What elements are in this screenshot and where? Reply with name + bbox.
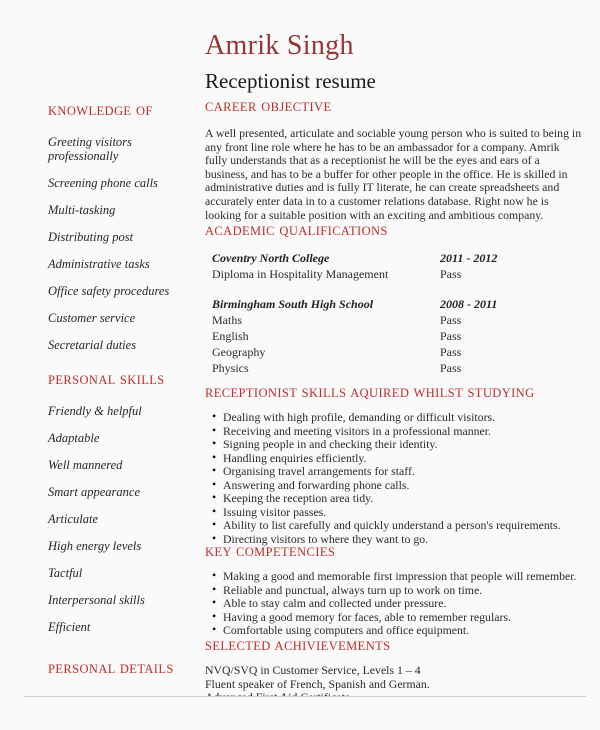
sidebar-item: Well mannered [48,458,123,472]
bullet-icon: • [212,595,217,609]
sidebar-item: Tactful [48,566,83,580]
achievement-line: NVQ/SVQ in Customer Service, Levels 1 – 4 [205,663,421,677]
subject: Maths [212,313,242,327]
page-subtitle: Receptionist resume [205,69,376,93]
sidebar-heading-knowledge-of: KNOWLEDGE OF [48,104,153,118]
subject: Diploma in Hospitality Management [212,267,389,281]
sidebar-item: Friendly & helpful [48,404,142,418]
section-academic-qualifications [205,224,587,376]
bullet-icon: • [212,581,217,596]
achievement-line: Fluent speaker of French, Spanish and German. [205,676,430,691]
bullet-item [205,581,587,598]
subject: Geography [212,345,266,359]
qualification-entry [212,250,587,282]
qualification-entry [212,296,587,376]
bullet-icon: • [212,530,217,545]
bullet-text: Organising travel arrangements for staff. [223,464,415,478]
bullet-text: Having a good memory for faces, able to remember regulars. [223,609,511,624]
bullet-item [205,422,587,439]
bullet-text: Reliable and punctual, always turn up to work on time. [223,582,483,597]
bullet-text: Directing visitors to where they want to go. [223,531,429,546]
qualification-entry-header [212,250,587,266]
section-receptionist-skills [205,386,587,546]
sidebar-section-personal-details [48,662,188,676]
sidebar-item: Adaptable [48,431,100,445]
sidebar-item: Secretarial duties [48,338,137,352]
receptionist-skills-heading: RECEPTIONIST SKILLS AQUIRED WHILST STUDYING [205,386,535,400]
selected-achievements-heading: SELECTED ACHIVIEVEMENTS [205,639,391,653]
bullet-item [205,608,587,625]
bullet-text: Issuing visitor passes. [223,504,327,519]
sidebar [48,104,188,693]
bullet-text: Ability to list carefully and quickly understand a person's requirements. [223,518,561,532]
bullet-icon: • [212,422,217,437]
sidebar-item: Screening phone calls [48,176,158,190]
academic-qualifications-heading: ACADEMIC QUALIFICATIONS [205,224,388,238]
career-objective-text: A well presented, articulate and sociable young person who is suited to being in any front line role where he has to be an ambassador for a company. Amrik fully understands that as a receptionist he will be the eyes and ears of a business, and has to be a buffer for other people in the office. He is skilled in administrative duties and is fully IT literate, he can create spreadsheets and accurately enter data in to a customer relations database. Right now he is looking for a suitable position with an exciting and ambitious company. [205,126,582,222]
sidebar-item: Multi-tasking [48,203,116,217]
sidebar-item: Interpersonal skills [48,593,145,607]
sidebar-item: High energy levels [48,539,142,553]
bullet-icon: • [212,568,217,582]
bullet-icon: • [212,490,217,504]
section-key-competencies [205,545,587,638]
bullet-icon: • [212,608,217,623]
sidebar-item: Distributing post [48,230,134,244]
result: Pass [440,361,462,375]
qualification-row [212,266,587,282]
sidebar-item: Greeting visitors professionally [48,135,132,163]
subject: Physics [212,361,249,375]
bullet-text: Dealing with high profile, demanding or difficult visitors. [223,410,496,424]
institution-dates: 2011 - 2012 [440,251,498,265]
bullet-text: Answering and forwarding phone calls. [223,477,410,492]
bullet-item [205,476,587,493]
bullet-item [205,530,587,547]
resume-header [205,30,376,94]
bullet-text: Able to stay calm and collected under pressure. [223,596,447,610]
qualification-row [212,312,587,328]
bullet-icon: • [212,476,217,491]
knowledge-list [48,135,188,352]
institution-dates: 2008 - 2011 [440,297,498,311]
institution-name: Birmingham South High School [212,297,374,311]
bullet-icon: • [212,517,217,531]
bullet-item [205,597,587,611]
key-competencies-list [205,570,587,638]
bullet-text: Handling enquiries efficiently. [223,450,367,465]
subject: English [212,329,249,343]
sidebar-item: Smart appearance [48,485,140,499]
bullet-text: Receiving and meeting visitors in a professional manner. [223,423,491,438]
bullet-icon: • [212,503,217,518]
bullet-item [205,411,587,425]
qualification-row [212,360,587,376]
bullet-item [205,570,587,584]
sidebar-item: Office safety procedures [48,284,170,298]
bullet-item [205,503,587,520]
result: Pass [440,267,462,281]
bullet-icon: • [212,436,217,450]
sidebar-heading-personal-skills: PERSONAL SKILLS [48,373,165,387]
result: Pass [440,345,462,359]
personal-skills-list [48,404,188,634]
result: Pass [440,313,462,327]
bullet-icon: • [212,463,217,477]
sidebar-item: Articulate [48,512,98,526]
bullet-icon: • [212,409,217,423]
key-competencies-heading: KEY COMPETENCIES [205,545,336,559]
section-selected-achievements [205,639,587,705]
result: Pass [440,329,462,343]
bullet-item [205,449,587,466]
sidebar-heading-personal-details: PERSONAL DETAILS [48,662,174,676]
bullet-text: Keeping the reception area tidy. [223,491,374,505]
bullet-text: Making a good and memorable first impression that people will remember. [223,569,577,583]
sidebar-item: Administrative tasks [48,257,150,271]
sidebar-section-personal-skills [48,373,188,634]
bullet-item [205,624,587,638]
qualifications-table [205,250,587,376]
page-bottom-edge [24,696,586,697]
bullet-icon: • [212,622,217,636]
qualification-row [212,344,587,360]
bullet-item [205,465,587,479]
below-page-area [0,697,600,730]
qualification-row [212,328,587,344]
bullet-item [205,519,587,533]
receptionist-skills-list [205,411,587,546]
bullet-item [205,438,587,452]
bullet-text: Signing people in and checking their identity. [223,437,438,451]
qualification-entry-header [212,296,587,312]
page-title: Amrik Singh [205,30,354,61]
bullet-text: Comfortable using computers and office equipment. [223,623,470,637]
sidebar-item: Efficient [48,620,91,634]
bullet-icon: • [212,449,217,464]
sidebar-item: Customer service [48,311,136,325]
institution-name: Coventry North College [212,251,330,265]
career-objective-heading: CAREER OBJECTIVE [205,100,332,114]
bullet-item [205,492,587,506]
section-career-objective [205,100,587,222]
sidebar-section-knowledge [48,104,188,352]
